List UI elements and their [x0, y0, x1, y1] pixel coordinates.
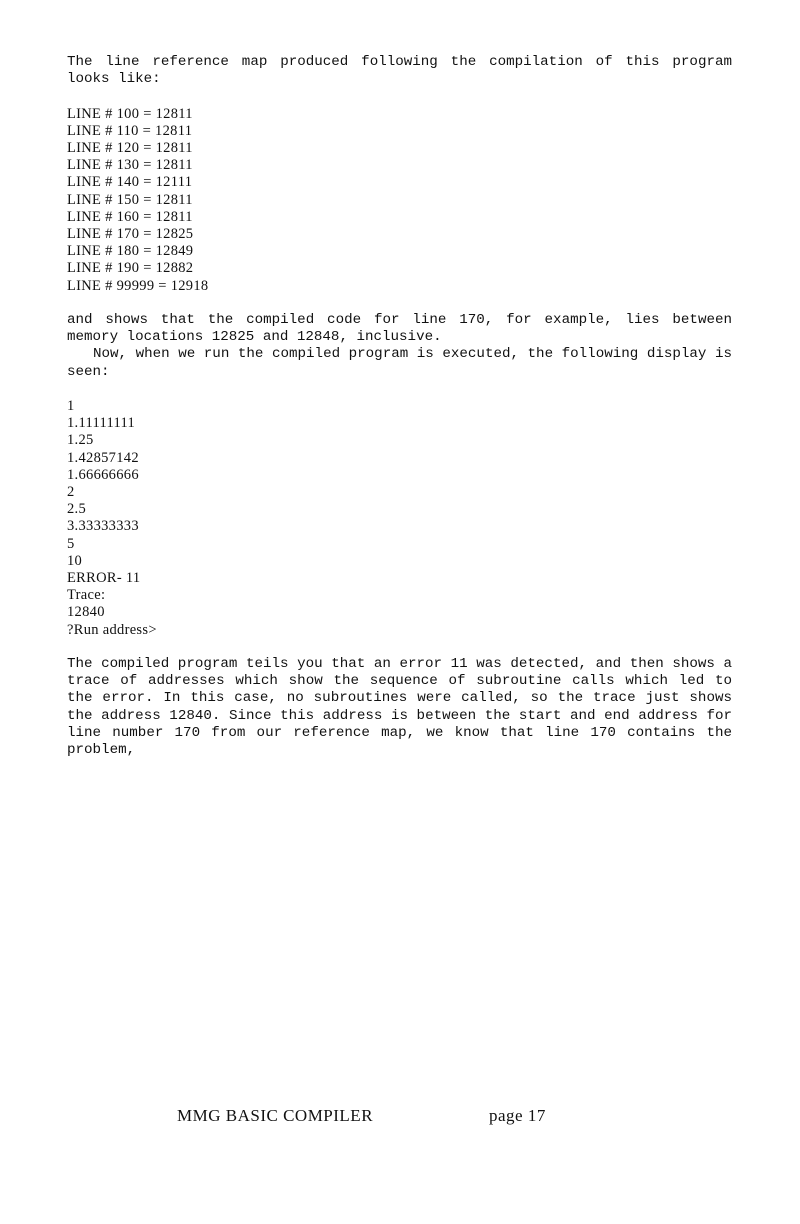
trace-label: Trace:	[67, 587, 106, 604]
program-output	[67, 398, 732, 639]
reference-map-line: LINE # 140 = 12111	[67, 174, 193, 191]
reference-map-line: LINE # 180 = 12849	[67, 243, 194, 260]
output-line: 3.33333333	[67, 518, 139, 535]
reference-map-line: LINE # 100 = 12811	[67, 105, 193, 122]
page-number: page 17	[489, 1106, 546, 1125]
text-column	[67, 54, 732, 759]
spacer	[67, 295, 732, 312]
reference-map-line: LINE # 160 = 12811	[67, 208, 193, 225]
reference-map-line: LINE # 110 = 12811	[67, 122, 193, 139]
spacer	[67, 639, 732, 656]
explanation-paragraph: and shows that the compiled code for line 170, for example, lies between memory locations 12825 and 12848, inclusive.	[67, 312, 732, 346]
run-paragraph: Now, when we run the compiled program is executed, the following display is seen:	[67, 346, 732, 380]
spacer	[67, 88, 732, 105]
output-line: 1.25	[67, 432, 94, 449]
conclusion-paragraph: The compiled program teils you that an error 11 was detected, and then shows a trace of addresses which show the sequence of subroutine calls which led to the error. In this case, no subroutines were called, so the trace just shows the address 12840. Since this address is between the start and end address for line number 170 from our reference map, we know that line 170 contains the problem,	[67, 656, 732, 759]
reference-map-line: LINE # 190 = 12882	[67, 260, 194, 277]
output-line: 5	[67, 535, 75, 552]
spacer	[67, 381, 732, 398]
output-line: 2.5	[67, 501, 87, 518]
trace-address: 12840	[67, 604, 105, 621]
reference-map-line: LINE # 170 = 12825	[67, 226, 194, 243]
output-line: 2	[67, 484, 75, 501]
footer-title: MMG BASIC COMPILER	[177, 1106, 374, 1125]
run-address-prompt: ?Run address>	[67, 621, 157, 638]
output-line: 1.42857142	[67, 449, 139, 466]
output-line: 1	[67, 398, 75, 415]
intro-paragraph: The line reference map produced following the compilation of this program looks like:	[67, 54, 732, 88]
reference-map	[67, 106, 732, 295]
output-line: 1.11111111	[67, 415, 136, 432]
page-footer	[177, 1106, 637, 1126]
reference-map-line: LINE # 99999 = 12918	[67, 277, 209, 294]
error-line: ERROR- 11	[67, 570, 141, 587]
reference-map-line: LINE # 130 = 12811	[67, 157, 193, 174]
reference-map-line: LINE # 150 = 12811	[67, 191, 193, 208]
output-line: 1.66666666	[67, 466, 139, 483]
reference-map-line: LINE # 120 = 12811	[67, 140, 193, 156]
output-line: 10	[67, 552, 83, 569]
